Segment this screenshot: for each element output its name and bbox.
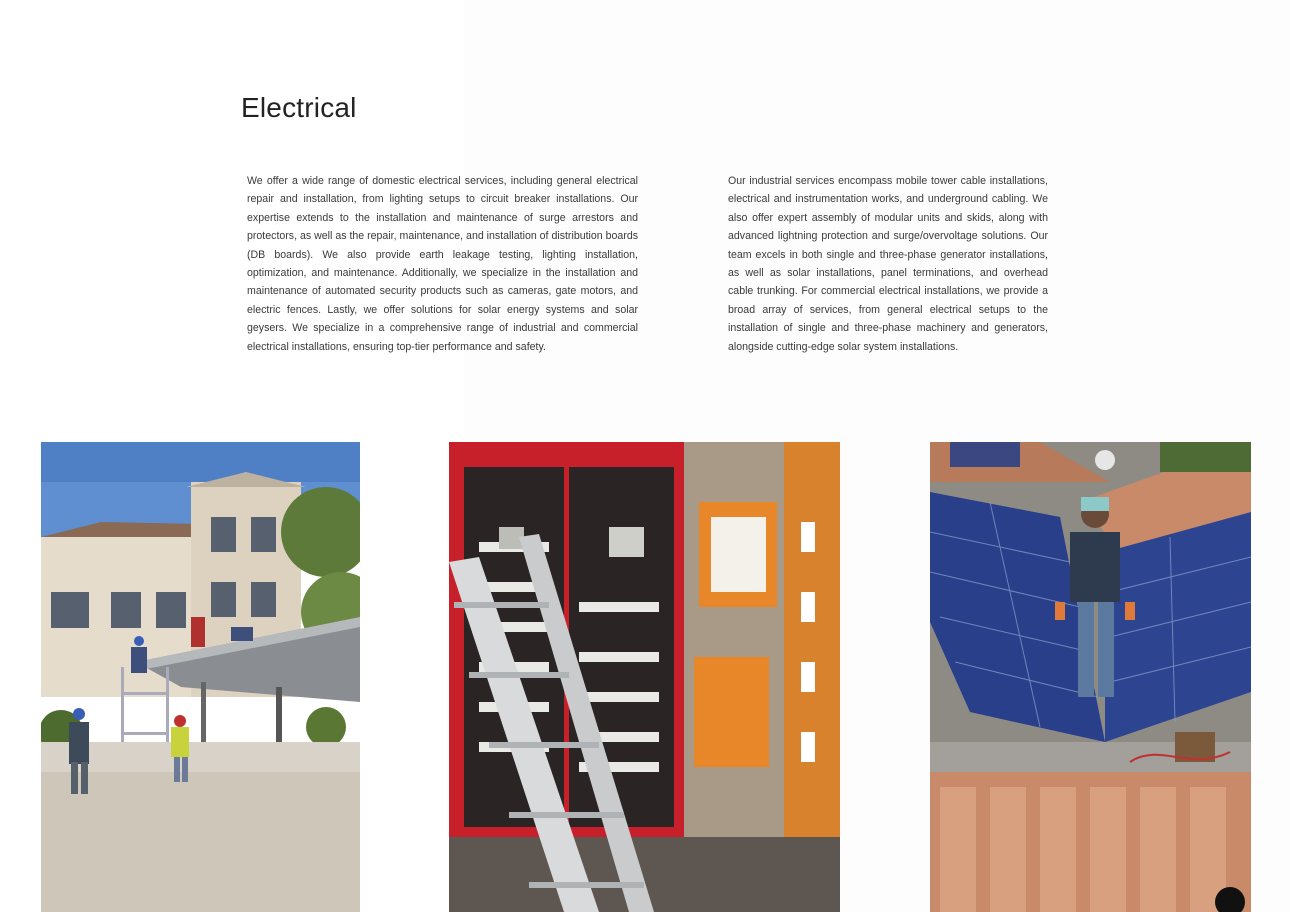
photo-distribution-boards: [449, 442, 840, 912]
distribution-board-photo-image: [449, 442, 840, 912]
domestic-services-paragraph: We offer a wide range of domestic electrical services, including general electrical repair and installation, from lighting setups to circuit breaker installations. Our expertise extends to the installation and maintenance of surge arrestors and protectors, as well as the repair, maintenance, and installation of distribution boards (DB boards). We also provide earth leakage testing, lighting installation, optimization, and maintenance. Additionally, we specialize in the installation and maintenance of automated security products such as cameras, gate motors, and electric fences. Lastly, we offer solutions for solar energy systems and solar geysers. We specialize in a comprehensive range of industrial and commercial electrical installations, ensuring top-tier performance and safety.: [247, 175, 639, 353]
section-title: Electrical: [241, 92, 357, 123]
carport-photo-image: [41, 442, 360, 912]
photo-rooftop-solar: [930, 442, 1251, 912]
photo-carport-installation: [41, 442, 360, 912]
rooftop-solar-photo-image: [930, 442, 1251, 912]
industrial-services-paragraph: Our industrial services encompass mobile tower cable installations, electrical and instrumentation works, and underground cabling. We also offer expert assembly of modular units and skids, along with advanced lightning protection and surge/overvoltage solutions. Our team excels in both single and three-phase generator installations, as well as solar installations, panel terminations, and overhead cable trunking. For commercial electrical installations, we provide a broad array of services, from general electrical setups to the installation of single and three-phase machinery and generators, alongside cutting-edge solar system installations.: [728, 175, 1048, 353]
